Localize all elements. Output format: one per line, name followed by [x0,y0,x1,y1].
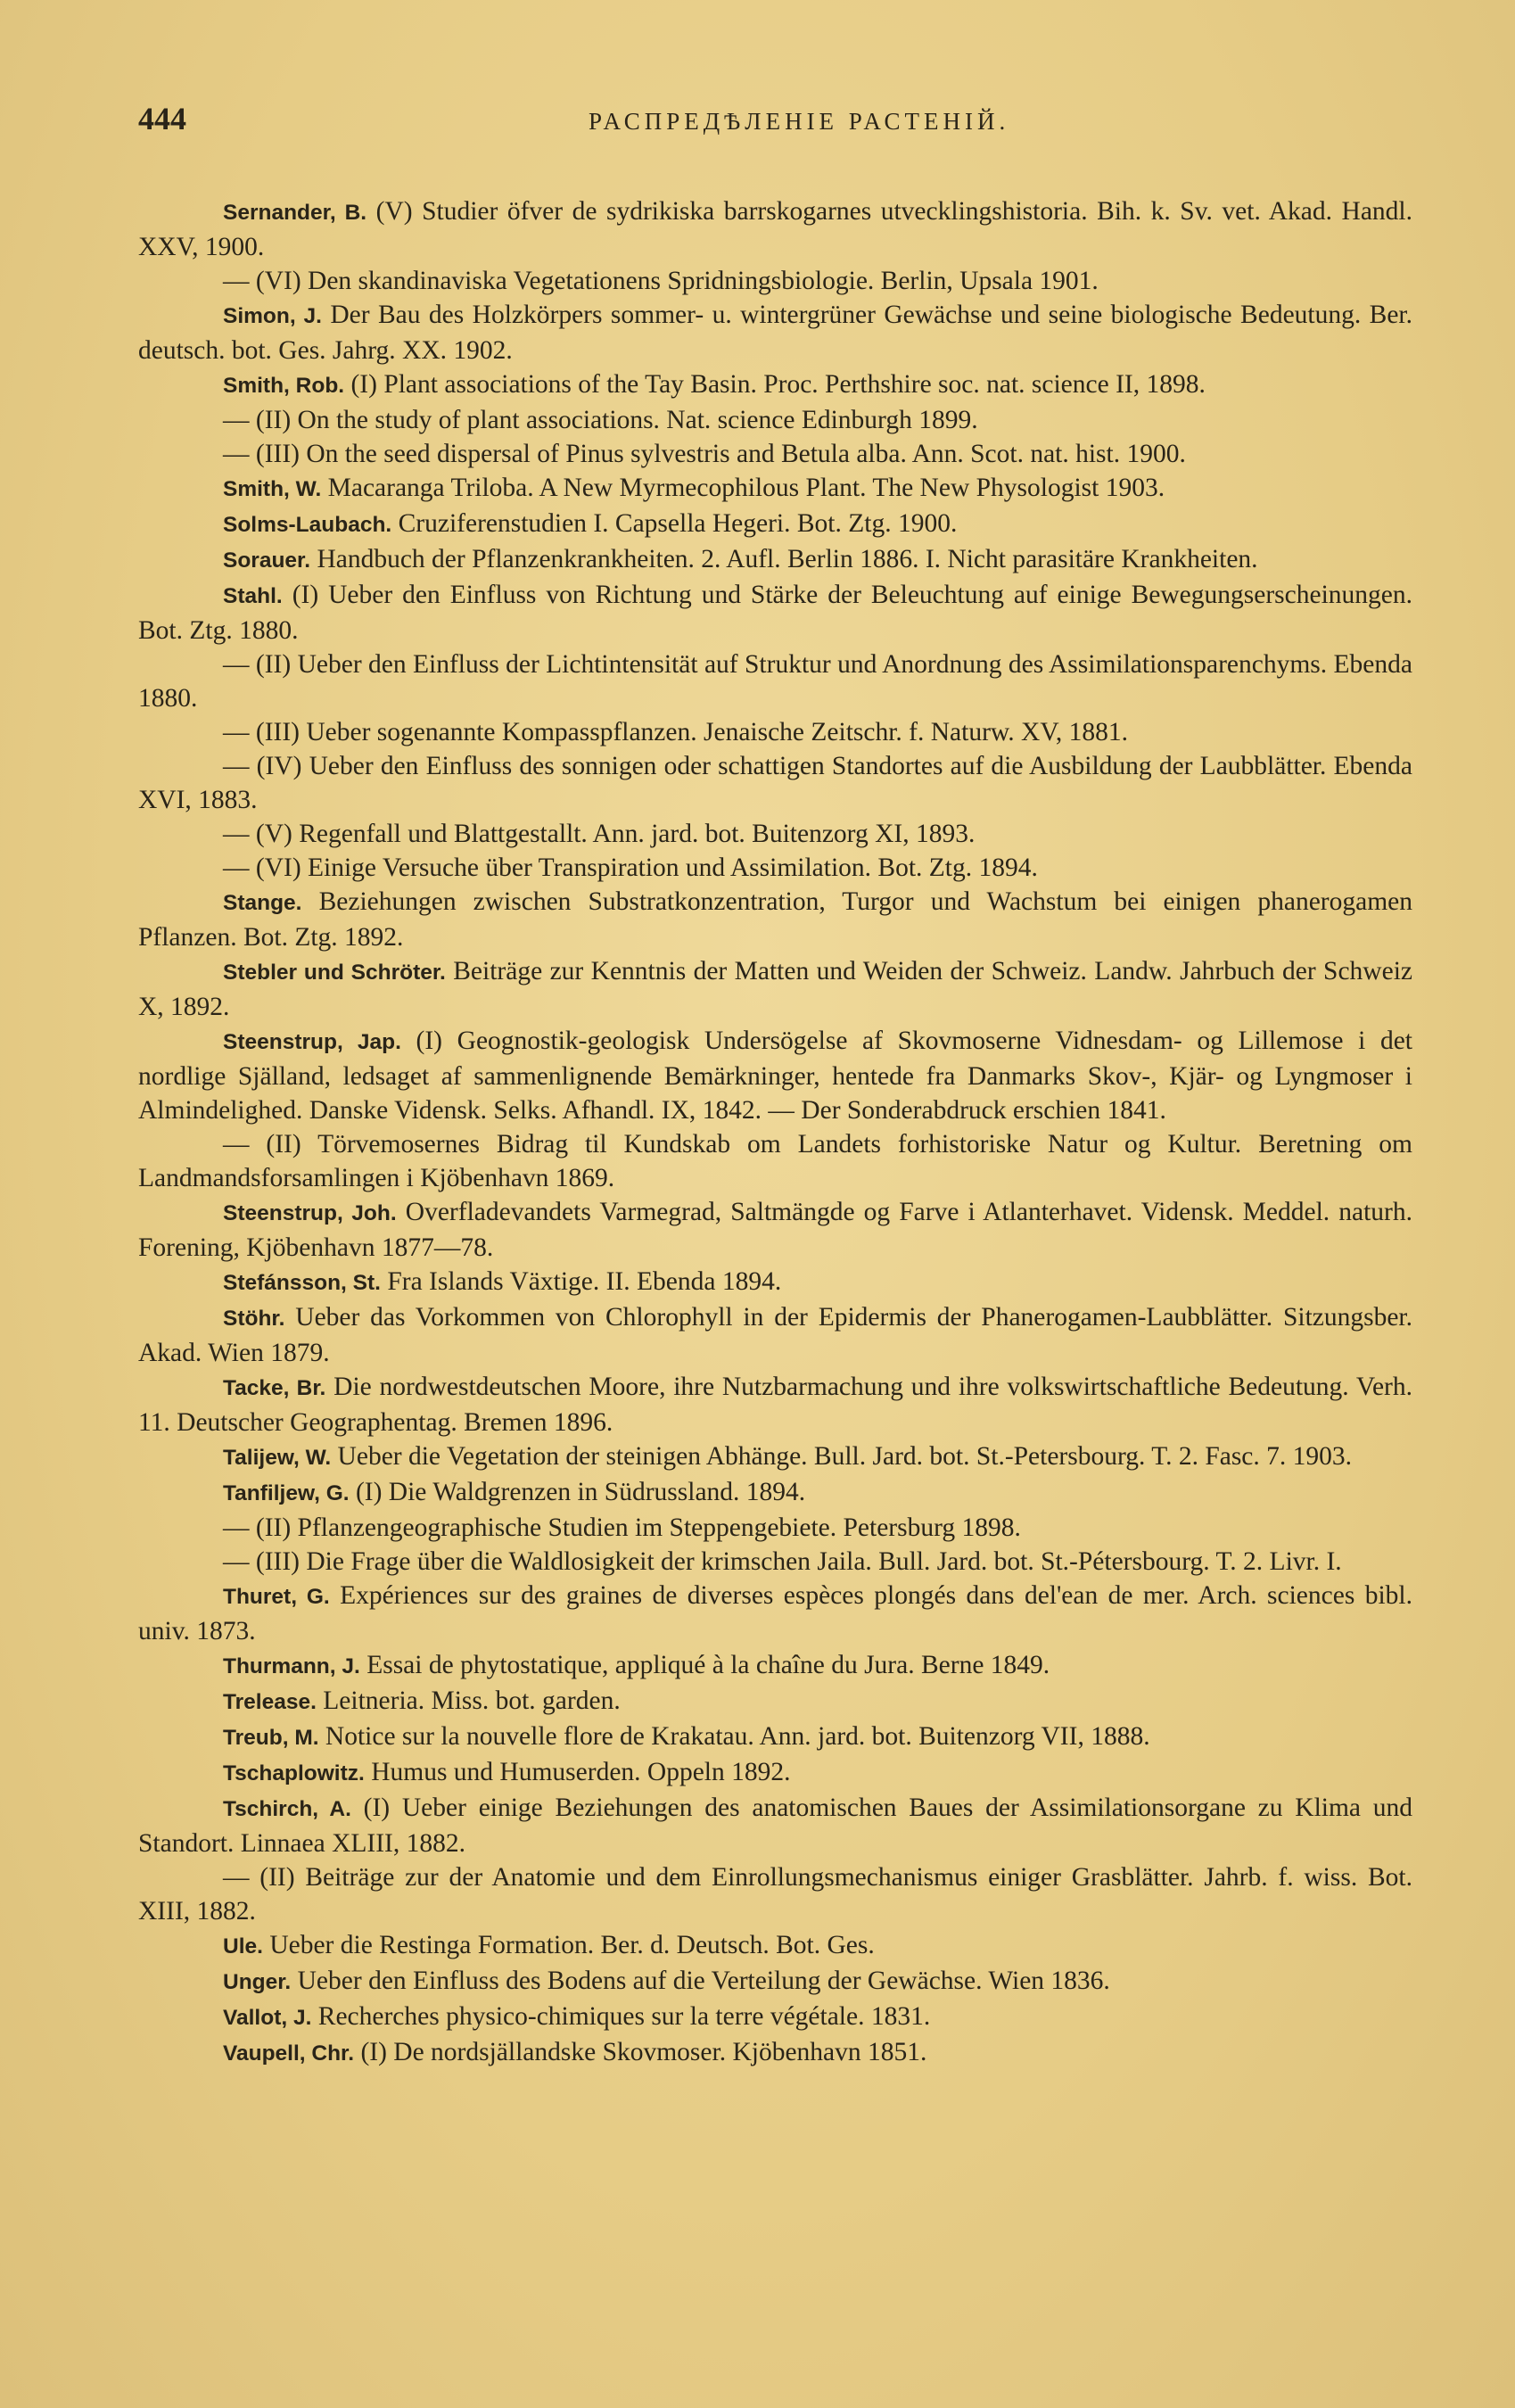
bibliography-entry [138,1511,1412,1545]
entry-text: Expériences sur des graines de diverses espèces plongés dans del'ean de mer. Arch. sciences bibl. univ. 1873. [138,1581,1412,1645]
entry-author: Trelease. [223,1690,317,1714]
entry-text: — (IV) Ueber den Einfluss des sonnigen oder schattigen Standortes auf die Ausbildung der Laubblätter. Ebenda XVI, 1883. [138,752,1412,814]
entry-text: (I) Die Waldgrenzen in Südrussland. 1894. [355,1478,806,1506]
entry-text: — (II) Beiträge zur der Anatomie und dem Einrollungsmechanismus einiger Grasblätter. Jahrb. f. wiss. Bot. XIII, 1882. [138,1863,1412,1926]
entry-text: Humus und Humuserden. Oppeln 1892. [371,1758,791,1786]
entry-text: Ueber die Vegetation der steinigen Abhänge. Bull. Jard. bot. St.-Petersbourg. T. 2. Fasc. 7. 1903. [337,1442,1353,1471]
entry-text: Macaranga Triloba. A New Myrmecophilous Plant. The New Physologist 1903. [327,474,1165,502]
bibliography-entry [138,298,1412,367]
entry-text: Fra Islands Växtige. II. Ebenda 1894. [387,1267,782,1296]
entry-text: — (V) Regenfall und Blattgestallt. Ann. jard. bot. Buitenzorg XI, 1893. [223,820,976,848]
bibliography-entry [138,1024,1412,1127]
bibliography-entry [138,367,1412,403]
bibliography-entry [138,1300,1412,1370]
bibliography-entry [138,1127,1412,1195]
entry-text: Der Bau des Holzkörpers sommer- u. wintergrüner Gewächse und seine biologische Bedeutung. Ber. deutsch. bot. Ges. Jahrg. XX. 1902. [138,301,1412,365]
bibliography-entry [138,264,1412,298]
bibliography-entry [138,194,1412,264]
entry-text: Essai de phytostatique, appliqué à la chaîne du Jura. Berne 1849. [366,1651,1050,1679]
entry-author: Thurmann, J. [223,1654,360,1678]
entry-author: Ule. [223,1934,263,1959]
bibliography-entry [138,507,1412,542]
entry-author: Stöhr. [223,1307,285,1331]
entry-text: (V) Studier öfver de sydrikiska barrskogarnes utvecklingshistoria. Bih. k. Sv. vet. Akad. Handl. XXV, 1900. [138,197,1412,261]
entry-text: (I) Plant associations of the Tay Basin. Proc. Perthshire soc. nat. science II, 1898. [350,370,1206,399]
entry-text: Notice sur la nouvelle flore de Krakatau. Ann. jard. bot. Buitenzorg VII, 1888. [325,1722,1150,1751]
entry-author: Sernander, B. [223,201,367,225]
entry-text: Beziehungen zwischen Substratkonzentration, Turgor und Wachstum bei einigen phanerogamen Pflanzen. Bot. Ztg. 1892. [138,887,1413,952]
entry-author: Stahl. [223,584,283,608]
entry-author: Sorauer. [223,548,311,573]
entry-text: Recherches physico-chimiques sur la terre végétale. 1831. [317,2002,931,2031]
entry-author: Talijew, W. [223,1446,332,1470]
page-number: 444 [138,101,186,136]
entry-text: — (II) Törvemosernes Bidrag til Kundskab om Landets forhistoriske Natur og Kultur. Beretning om Landmandsforsamlingen i Kjöbenhavn 1869. [138,1130,1412,1192]
entry-author: Stebler und Schröter. [223,961,446,985]
bibliography-list [138,194,1412,2071]
entry-author: Steenstrup, Joh. [223,1201,397,1225]
bibliography-entry [138,715,1412,749]
entry-text: — (II) Ueber den Einfluss der Lichtintensität auf Struktur und Anordnung des Assimilationsparenchyms. Ebenda 1880. [138,650,1412,713]
entry-text: Ueber das Vorkommen von Chlorophyll in der Epidermis der Phanerogamen-Laubblätter. Sitzungsber. Akad. Wien 1879. [138,1303,1412,1367]
entry-author: Tacke, Br. [223,1376,326,1400]
bibliography-entry [138,403,1412,437]
bibliography-entry [138,1964,1412,2000]
bibliography-entry [138,817,1412,851]
bibliography-entry [138,1648,1412,1684]
entry-text: — (VI) Den skandinaviska Vegetationens Spridningsbiologie. Berlin, Upsala 1901. [223,267,1099,295]
entry-author: Stefánsson, St. [223,1271,381,1295]
bibliography-entry [138,749,1412,817]
entry-text: (I) Geognostik-geologisk Undersögelse af Skovmoserne Vidnesdam- og Lillemose i det nordlige Själland, ledsaget af sammenlignende Bemärkninger, hentede fra Danmarks Skov-, Kjär- og Lyngmoser i Almindelighed. Danske Vidensk. Selks. Afhandl. IX, 1842. — Der Sonderabdruck erschien 1841. [138,1027,1413,1125]
entry-author: Thuret, G. [223,1585,330,1609]
entry-text: (I) Ueber den Einfluss von Richtung und Stärke der Beleuchtung auf einige Bewegungserscheinungen. Bot. Ztg. 1880. [138,581,1412,645]
bibliography-entry [138,1719,1412,1755]
entry-text: — (III) On the seed dispersal of Pinus sylvestris and Betula alba. Ann. Scot. nat. hist. 1900. [223,440,1186,468]
bibliography-entry [138,1791,1412,1860]
entry-text: Beiträge zur Kenntnis der Matten und Weiden der Schweiz. Landw. Jahrbuch der Schweiz X, 1892. [138,957,1412,1021]
bibliography-entry [138,2000,1412,2035]
entry-text: Leitneria. Miss. bot. garden. [323,1686,621,1715]
entry-text: Overfladevandets Varmegrad, Saltmängde og Farve i Atlanterhavet. Vidensk. Meddel. naturh. Forening, Kjöbenhavn 1877—78. [138,1198,1412,1262]
entry-text: (I) De nordsjällandske Skovmoser. Kjöbenhavn 1851. [360,2038,927,2066]
bibliography-entry [138,1928,1412,1964]
entry-author: Unger. [223,1970,292,1994]
bibliography-entry [138,578,1412,647]
entry-text: — (II) On the study of plant associations. Nat. science Edinburgh 1899. [223,406,978,434]
bibliography-entry [138,1265,1412,1300]
page-header [138,100,1412,153]
bibliography-entry [138,437,1412,471]
entry-author: Tschirch, A. [223,1797,351,1821]
bibliography-entry [138,1755,1412,1791]
entry-text: (I) Ueber einige Beziehungen des anatomischen Baues der Assimilationsorgane zu Klima und Standort. Linnaea XLIII, 1882. [138,1794,1413,1858]
entry-author: Smith, Rob. [223,374,345,398]
entry-author: Treub, M. [223,1726,319,1750]
entry-text: — (VI) Einige Versuche über Transpiration und Assimilation. Bot. Ztg. 1894. [223,854,1038,882]
entry-author: Smith, W. [223,477,322,501]
entry-text: — (II) Pflanzengeographische Studien im Steppengebiete. Petersburg 1898. [223,1513,1021,1542]
bibliography-entry [138,1579,1412,1648]
bibliography-entry [138,851,1412,885]
bibliography-entry [138,1370,1412,1439]
entry-author: Solms-Laubach. [223,513,392,537]
bibliography-entry [138,1195,1412,1265]
entry-text: Ueber die Restinga Formation. Ber. d. Deutsch. Bot. Ges. [269,1931,875,1959]
entry-text: — (III) Die Frage über die Waldlosigkeit der krimschen Jaila. Bull. Jard. bot. St.-Pétersbourg. T. 2. Livr. I. [223,1547,1342,1576]
bibliography-entry [138,2035,1412,2071]
entry-text: Cruziferenstudien I. Capsella Hegeri. Bot. Ztg. 1900. [398,509,958,538]
entry-text: Die nordwestdeutschen Moore, ihre Nutzbarmachung und ihre volkswirtschaftliche Bedeutung. Verh. 11. Deutscher Geographentag. Bremen 1896. [138,1373,1413,1437]
entry-text: Ueber den Einfluss des Bodens auf die Verteilung der Gewächse. Wien 1836. [297,1967,1110,1995]
entry-author: Vaupell, Chr. [223,2041,355,2066]
entry-author: Steenstrup, Jap. [223,1030,401,1054]
entry-author: Stange. [223,891,302,915]
bibliography-entry [138,647,1412,715]
bibliography-entry [138,954,1412,1024]
bibliography-entry [138,885,1412,954]
entry-text: Handbuch der Pflanzenkrankheiten. 2. Aufl. Berlin 1886. I. Nicht parasitäre Krankheiten. [317,545,1258,573]
entry-author: Simon, J. [223,304,322,328]
running-title: РАСПРЕДѢЛЕНІЕ РАСТЕНІЙ. [589,108,1010,135]
bibliography-entry [138,1439,1412,1475]
bibliography-entry [138,1475,1412,1511]
bibliography-entry [138,1860,1412,1928]
entry-author: Tschaplowitz. [223,1761,365,1785]
bibliography-entry [138,471,1412,507]
bibliography-entry [138,542,1412,578]
bibliography-entry [138,1684,1412,1719]
entry-text: — (III) Ueber sogenannte Kompasspflanzen. Jenaische Zeitschr. f. Naturw. XV, 1881. [223,718,1128,746]
entry-author: Tanfiljew, G. [223,1481,350,1505]
bibliography-entry [138,1545,1412,1579]
entry-author: Vallot, J. [223,2006,312,2030]
